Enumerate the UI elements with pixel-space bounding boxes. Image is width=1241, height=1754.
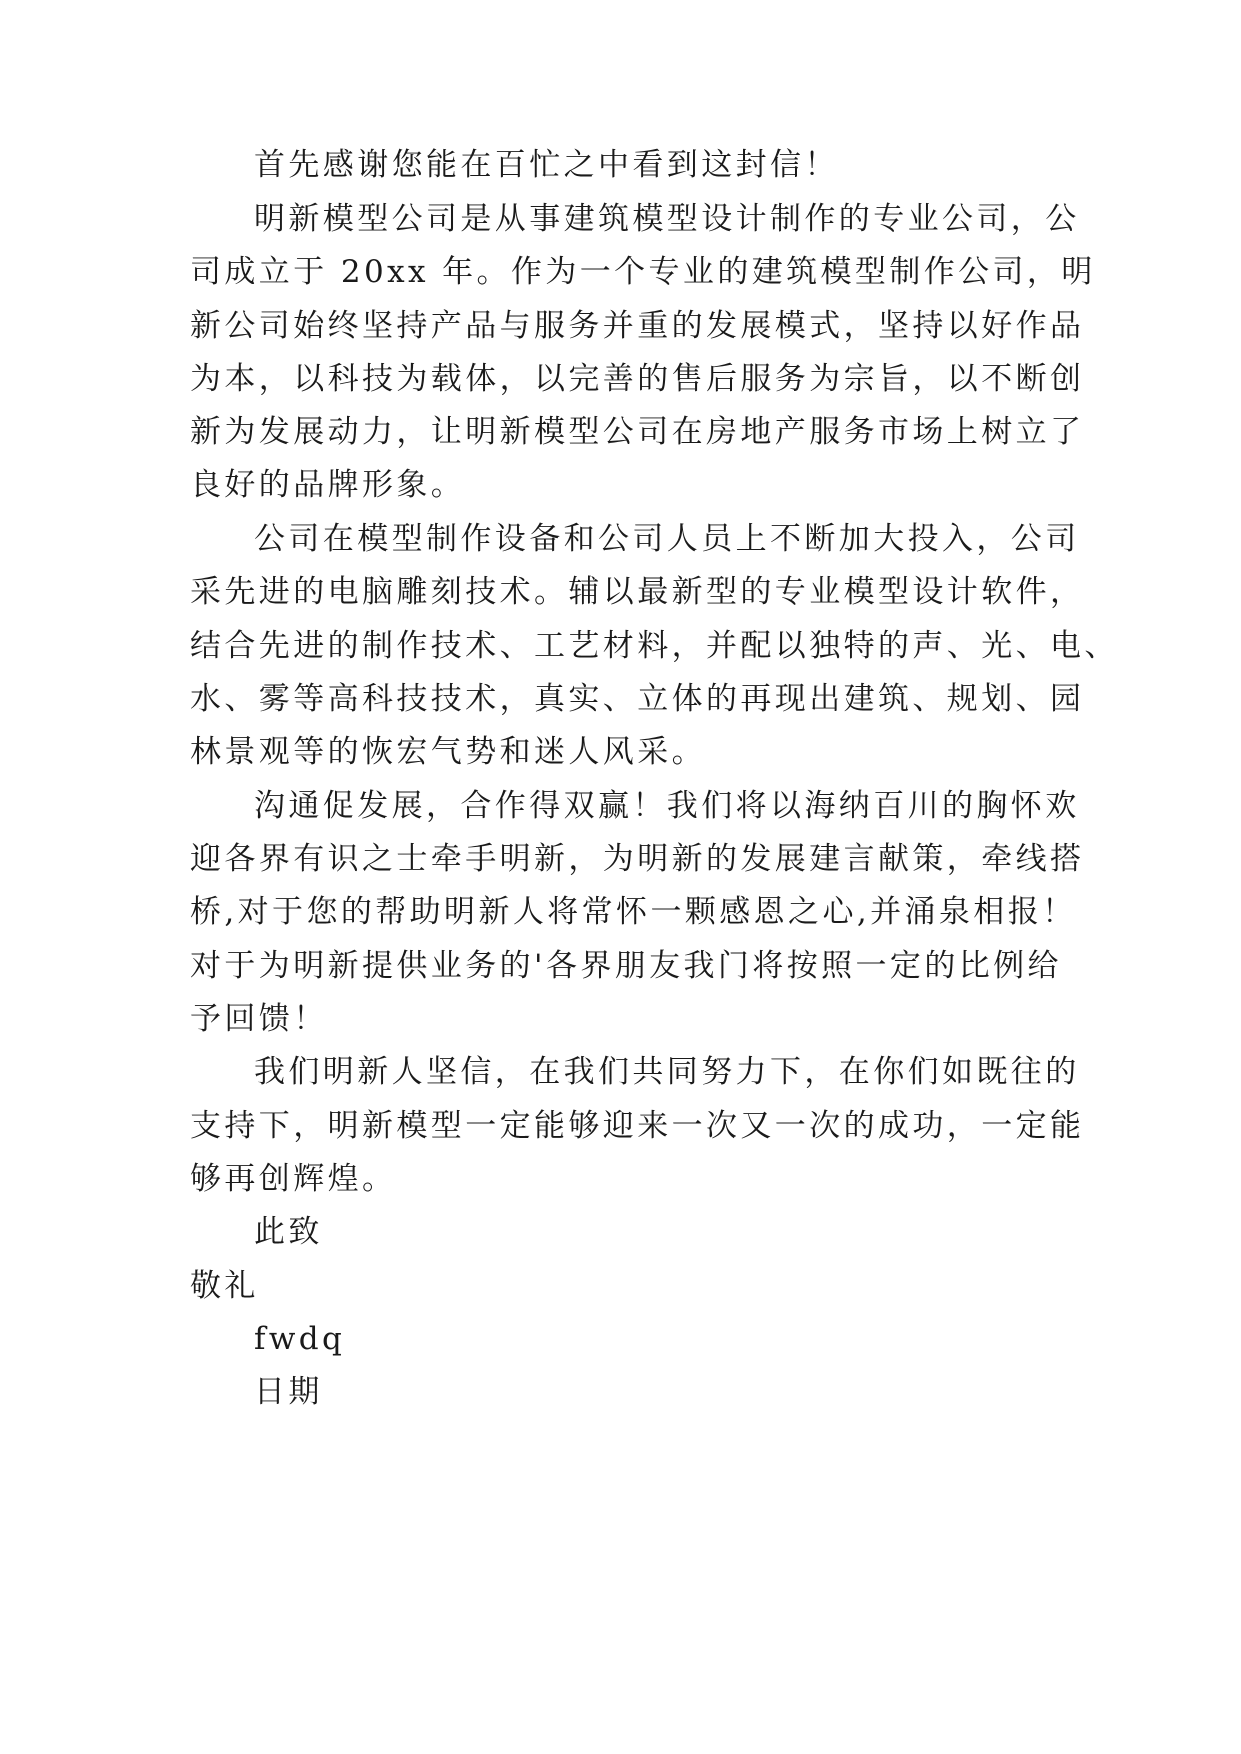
paragraph-2-line: 采先进的电脑雕刻技术。辅以最新型的专业模型设计软件， [190, 574, 1085, 610]
paragraph-1-line: 新为发展动力，让明新模型公司在房地产服务市场上树立了 [190, 414, 1085, 450]
paragraph-1-line: 良好的品牌形象。 [190, 467, 466, 503]
paragraph-4-line: 支持下，明新模型一定能够迎来一次又一次的成功，一定能 [190, 1108, 1085, 1144]
paragraph-1-line: 明新模型公司是从事建筑模型设计制作的专业公司，公 [254, 201, 1080, 237]
paragraph-1-line: 司成立于 20xx 年。作为一个专业的建筑模型制作公司，明 [190, 254, 1096, 290]
paragraph-2-line: 水、雾等高科技技术，真实、立体的再现出建筑、规划、园 [190, 681, 1085, 717]
paragraph-1-line: 新公司始终坚持产品与服务并重的发展模式，坚持以好作品 [190, 308, 1085, 344]
paragraph-3-line: 予回馈！ [190, 1001, 328, 1037]
paragraph-2-line: 公司在模型制作设备和公司人员上不断加大投入，公司 [254, 521, 1080, 557]
paragraph-3-line: 对于为明新提供业务的'各界朋友我门将按照一定的比例给 [190, 948, 1062, 984]
paragraph-4-line: 够再创辉煌。 [190, 1161, 397, 1197]
paragraph-3-line: 迎各界有识之士牵手明新，为明新的发展建言献策，牵线搭 [190, 841, 1085, 877]
signature-text: fwdq [254, 1321, 346, 1357]
greeting-line: 首先感谢您能在百忙之中看到这封信！ [254, 147, 839, 183]
paragraph-2-line: 林景观等的恢宏气势和迷人风采。 [190, 734, 706, 770]
paragraph-3-line: 沟通促发展，合作得双赢！我们将以海纳百川的胸怀欢 [254, 788, 1080, 824]
salute-text: 敬礼 [190, 1268, 259, 1304]
paragraph-4-line: 我们明新人坚信，在我们共同努力下，在你们如既往的 [254, 1054, 1080, 1090]
paragraph-3-line: 桥,对于您的帮助明新人将常怀一颗感恩之心,并涌泉相报！ [190, 894, 1077, 930]
paragraph-1-line: 为本，以科技为载体，以完善的售后服务为宗旨，以不断创 [190, 361, 1085, 397]
paragraph-2-line: 结合先进的制作技术、工艺材料，并配以独特的声、光、电、 [190, 628, 1119, 664]
date-text: 日期 [254, 1374, 323, 1410]
closing-text: 此致 [254, 1214, 323, 1250]
